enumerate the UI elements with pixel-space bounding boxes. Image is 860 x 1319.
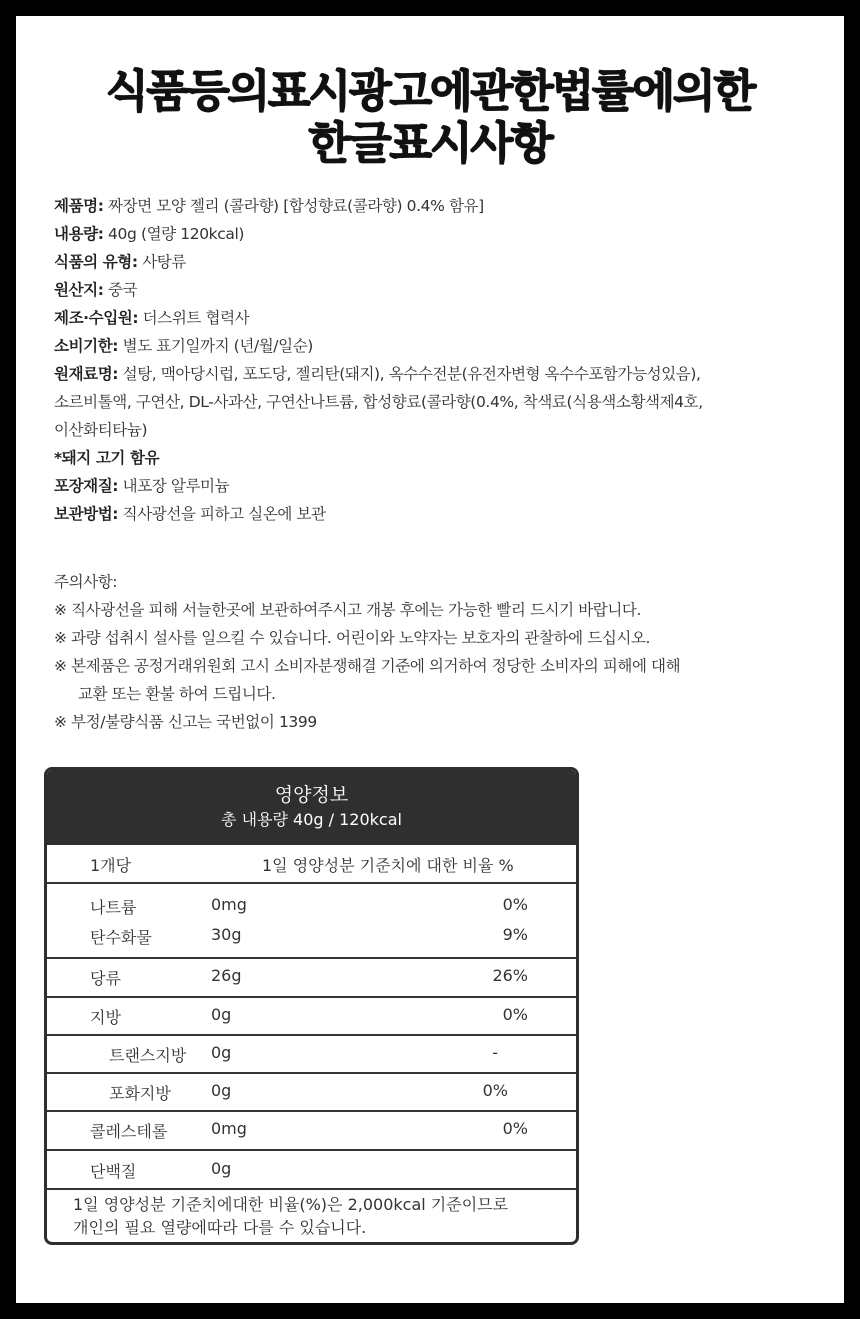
info-ingredients-cont-2: 이산화티타늄) — [54, 421, 148, 439]
title-line-2: 한글표시사항 — [308, 118, 552, 169]
nutrient-amount: 26g — [211, 966, 242, 985]
info-value: 설탕, 맥아당시럽, 포도당, 젤리탄(돼지), 옥수수전분(유전자변형 옥수수포함가능성있음), — [118, 365, 701, 383]
info-label: 제조·수입원: — [54, 309, 139, 327]
nutrient-name: 트랜스지방 — [109, 1046, 187, 1065]
footnote-line-1: 1일 영양성분 기준치에대한 비율(%)은 2,000kcal 기준이므로 — [73, 1195, 509, 1214]
info-value: 40g (열량 120kcal) — [103, 225, 245, 243]
nutrient-amount: 0g — [211, 1081, 232, 1100]
nutrient-amount: 0mg — [211, 895, 247, 914]
nutrition-row-group — [47, 884, 576, 959]
info-value: 중국 — [103, 281, 138, 299]
info-ingredients-cont-1: 소르비톨액, 구연산, DL-사과산, 구연산나트륨, 합성향료(콜라향(0.4%, 착색료(식용색소황색제4호, — [54, 393, 703, 411]
info-value: 더스위트 협력사 — [138, 309, 250, 327]
nutrient-amount: 0g — [211, 1159, 232, 1178]
nutrition-header — [47, 770, 576, 845]
page-title — [16, 66, 844, 170]
nutrient-name: 나트륨 — [90, 898, 137, 917]
nutrition-panel — [44, 767, 579, 1245]
info-label: 소비기한: — [54, 337, 119, 355]
info-manufacturer — [54, 304, 814, 332]
label-sheet — [16, 16, 844, 1303]
title-line-1: 식품등의표시광고에관한법률에의한 — [105, 66, 755, 117]
nutrition-row — [47, 1151, 576, 1190]
daily-value-label: 1일 영양성분 기준치에 대한 비율 % — [262, 856, 514, 875]
nutrient-percent: 0% — [482, 1081, 508, 1100]
nutrient-percent: 26% — [492, 966, 528, 985]
nutrient-name: 콜레스테롤 — [90, 1122, 168, 1141]
nutrition-row — [47, 959, 576, 998]
nutrition-column-header — [47, 845, 576, 884]
info-packaging — [54, 472, 814, 500]
per-serving-label: 1개당 — [90, 856, 132, 875]
nutrient-percent: 0% — [502, 1005, 528, 1024]
cautions-heading: 주의사항: — [54, 573, 118, 591]
info-pork-notice — [54, 444, 814, 472]
footnote-line-2: 개인의 필요 열량에따라 다를 수 있습니다. — [73, 1218, 367, 1237]
nutrient-name: 탄수화물 — [90, 928, 152, 947]
info-label: 보관방법: — [54, 505, 119, 523]
info-ingredients — [54, 360, 814, 388]
nutrient-percent: 0% — [502, 1119, 528, 1138]
nutrient-percent: 9% — [502, 925, 528, 944]
info-value: 사탕류 — [137, 253, 186, 271]
nutrition-footnote — [47, 1190, 576, 1239]
info-net-content — [54, 220, 814, 248]
info-label: 식품의 유형: — [54, 253, 138, 271]
cautions — [54, 568, 814, 736]
caution-item: ※ 부정/불량식품 신고는 국번없이 1399 — [54, 713, 317, 731]
info-label: *돼지 고기 함유 — [54, 449, 160, 467]
info-value: 짜장면 모양 젤리 (콜라향) [합성향료(콜라향) 0.4% 함유] — [103, 197, 484, 215]
info-product-name — [54, 192, 814, 220]
info-food-type — [54, 248, 814, 276]
nutrition-row — [47, 1112, 576, 1151]
info-value: 별도 표기일까지 (년/월/일순) — [118, 337, 313, 355]
nutrient-percent: - — [492, 1043, 498, 1062]
caution-item: ※ 직사광선을 피해 서늘한곳에 보관하여주시고 개봉 후에는 가능한 빨리 드시기 바랍니다. — [54, 601, 642, 619]
caution-item-cont: 교환 또는 환불 하여 드립니다. — [78, 685, 276, 703]
info-value: 직사광선을 피하고 실온에 보관 — [118, 505, 326, 523]
nutrient-percent: 0% — [502, 895, 528, 914]
caution-item: ※ 과량 섭취시 설사를 일으킬 수 있습니다. 어린이와 노약자는 보호자의 관찰하에 드십시오. — [54, 629, 651, 647]
nutrient-amount: 0g — [211, 1005, 232, 1024]
product-info — [54, 192, 814, 528]
info-label: 제품명: — [54, 197, 104, 215]
info-value: 내포장 알루미늄 — [118, 477, 230, 495]
nutrient-name: 단백질 — [90, 1162, 137, 1181]
info-label: 원산지: — [54, 281, 104, 299]
nutrient-name: 당류 — [90, 969, 121, 988]
info-expiry — [54, 332, 814, 360]
info-label: 내용량: — [54, 225, 104, 243]
nutrition-row — [47, 1074, 576, 1112]
info-label: 원재료명: — [54, 365, 119, 383]
nutrition-row — [47, 998, 576, 1036]
nutrition-title: 영양정보 — [274, 784, 349, 806]
nutrient-amount: 30g — [211, 925, 242, 944]
info-origin — [54, 276, 814, 304]
caution-item: ※ 본제품은 공정거래위원회 고시 소비자분쟁해결 기준에 의거하여 정당한 소비자의 피해에 대해 — [54, 657, 681, 675]
nutrition-subtitle: 총 내용량 40g / 120kcal — [221, 810, 402, 829]
nutrient-name: 지방 — [90, 1008, 121, 1027]
nutrition-row — [47, 1036, 576, 1074]
info-storage — [54, 500, 814, 528]
nutrient-amount: 0mg — [211, 1119, 247, 1138]
nutrient-amount: 0g — [211, 1043, 232, 1062]
nutrient-name: 포화지방 — [109, 1084, 171, 1103]
info-label: 포장재질: — [54, 477, 119, 495]
